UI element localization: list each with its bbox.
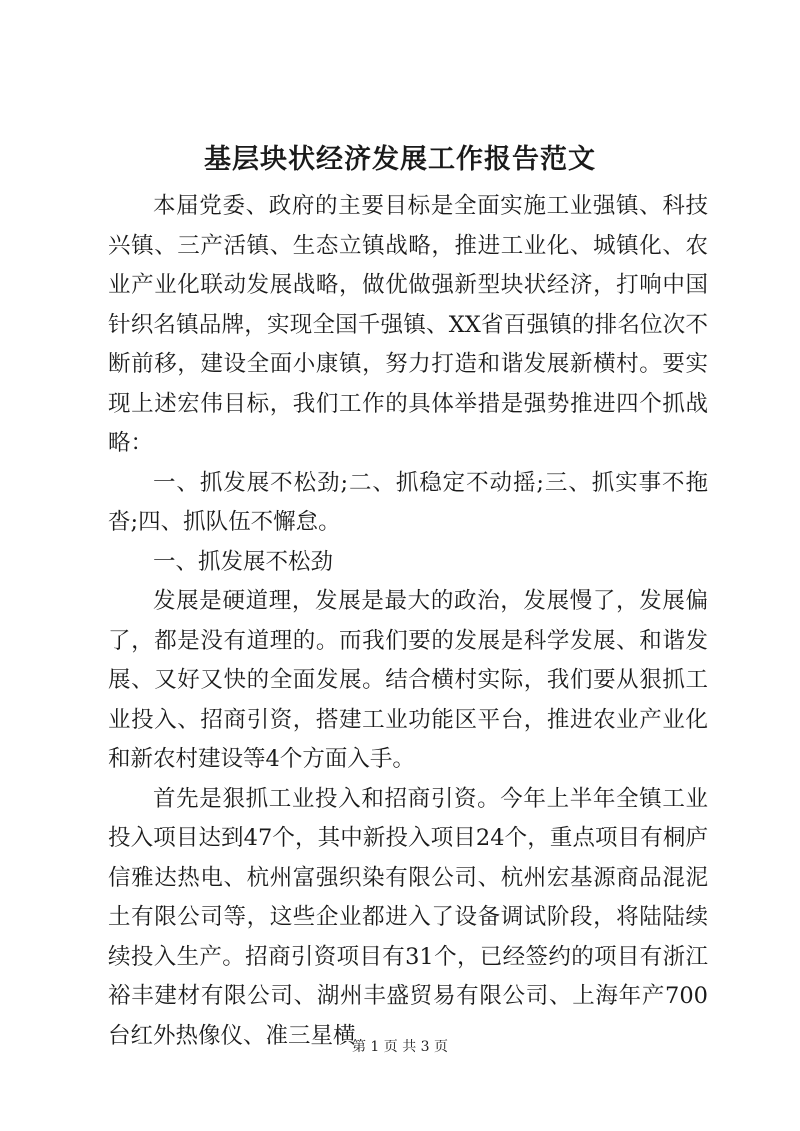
document-title: 基层块状经济发展工作报告范文 xyxy=(204,144,596,175)
page-footer: 第 1 页 共 3 页 xyxy=(351,1039,449,1055)
section-heading-1: 一、抓发展不松劲 xyxy=(153,548,334,575)
paragraph-intro: 本届党委、政府的主要目标是全面实施工业强镇、科技兴镇、三产活镇、生态立镇战略，推进工业化、城镇化、农业产业化联动发展战略，做优做强新型块状经济，打响中国针织名镇品牌，实现全国千强镇、XX省百强镇的排名位次不断前移，建设全面小康镇，努力打造和谐发展新横村。要实现上述宏伟目标，我们工作的具体举措是强势推进四个抓战略： xyxy=(108,193,708,456)
paragraph-investment: 首先是狠抓工业投入和招商引资。今年上半年全镇工业投入项目达到47个，其中新投入项目24个，重点项目有桐庐信雅达热电、杭州富强织染有限公司、杭州宏基源商品混泥土有限公司等，这些企业都进入了设备调试阶段，将陆陆续续投入生产。招商引资项目有31个，已经签约的项目有浙江裕丰建材有限公司、湖州丰盛贸易有限公司、上海年产700台红外热像仪、准三星横 xyxy=(108,785,708,1049)
document-body xyxy=(108,187,708,1056)
paragraph-four-strategies: 一、抓发展不松劲;二、抓稳定不动摇;三、抓实事不拖沓;四、抓队伍不懈怠。 xyxy=(108,469,708,535)
paragraph-development: 发展是硬道理，发展是最大的政治，发展慢了，发展偏了，都是没有道理的。而我们要的发展是科学发展、和谐发展、又好又快的全面发展。结合横村实际，我们要从狠抓工业投入、招商引资，搭建工业功能区平台，推进农业产业化和新农村建设等4个方面入手。 xyxy=(108,588,708,772)
